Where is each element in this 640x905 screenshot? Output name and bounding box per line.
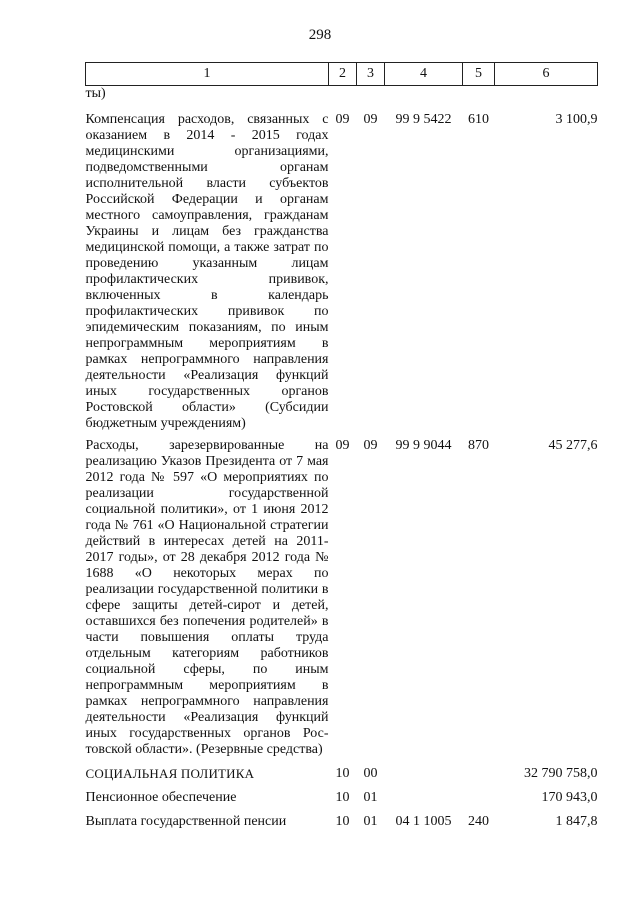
row-name: Выплата государственной пенсии	[85, 814, 287, 829]
row-subsection: 09	[363, 438, 378, 453]
row-expense-type	[463, 86, 495, 107]
row-subsection: 01	[363, 814, 378, 829]
table-row	[86, 106, 598, 432]
row-subsection: 00	[363, 766, 378, 781]
row-target-code: 99 9 9044	[395, 438, 452, 453]
row-subsection: 09	[363, 112, 378, 127]
row-amount	[495, 86, 598, 107]
row-section: 09	[335, 112, 350, 127]
row-amount: 170 943,0	[541, 790, 598, 805]
row-section: 10	[335, 814, 350, 829]
table-row	[86, 432, 598, 758]
budget-table	[85, 62, 598, 830]
column-header-3: 3	[357, 63, 385, 86]
column-header-1: 1	[86, 63, 329, 86]
table-header	[86, 63, 598, 86]
row-expense-type: 240	[468, 814, 489, 829]
row-target-code	[385, 758, 463, 782]
row-target-code: 99 9 5422	[395, 112, 452, 127]
row-amount: 45 277,6	[548, 438, 598, 453]
row-amount: 32 790 758,0	[524, 766, 598, 781]
row-name: ты)	[85, 86, 106, 101]
table-row	[86, 758, 598, 782]
row-expense-type: 610	[468, 112, 489, 127]
table-row	[86, 86, 598, 107]
column-header-6: 6	[495, 63, 598, 86]
row-target-code	[385, 782, 463, 806]
page-number: 298	[308, 27, 332, 43]
row-expense-type	[463, 758, 495, 782]
row-section: 10	[335, 790, 350, 805]
row-section: 09	[335, 438, 350, 453]
row-expense-type: 870	[468, 438, 489, 453]
row-target-code	[385, 86, 463, 107]
row-name: СОЦИАЛЬНАЯ ПОЛИТИКА	[85, 766, 255, 781]
row-name: Компенсация расходов, связанных с оказанием в 2014 - 2015 годах медицинскими организациями, подведомственными органам исполнительной власти субъектов Российской Федерации и органам местного самоуправления, гражданам Украины и лицам без гражданства медицинской помощи, а также затрат по проведению указанным лицам профилактических прививок, включенных в календарь профилактических прививок по эпидемическим показаниям, по иным непрограммным мероприятиям в рамках непрограммного направления деятельности «Реализация функций иных государственных органов Ростовской области» (Субсидии бюджетным учреждениям)	[85, 112, 329, 431]
column-header-4: 4	[385, 63, 463, 86]
table-row	[86, 806, 598, 830]
column-header-5: 5	[463, 63, 495, 86]
row-section: 10	[335, 766, 350, 781]
row-subsection	[357, 86, 385, 107]
table-row	[86, 782, 598, 806]
row-amount: 3 100,9	[555, 112, 598, 127]
column-header-2: 2	[329, 63, 357, 86]
row-subsection: 01	[363, 790, 378, 805]
row-target-code: 04 1 1005	[395, 814, 452, 829]
row-section	[329, 86, 357, 107]
row-name: Пенсионное обеспечение	[85, 790, 237, 805]
row-expense-type	[463, 782, 495, 806]
row-name: Расходы, зарезервированные на реализацию Указов Президента от 7 мая 2012 года № 597 «О мероприятиях по реализации государственной социальной политики», от 1 июня 2012 года № 761 «О Национальной стратегии действий в интересах детей на 2011-2017 годы», от 28 декабря 2012 года № 1688 «О некоторых мерах по реализации государственной политики в сфере защиты детей-сирот и детей, оставшихся без попечения родителей» в части повышения оплаты труда отдельным категориям работников социальной сферы, по иным непрограммным мероприятиям в рамках непрограммного направления деятельности «Реализация функций иных государственных органов Рос-товской области». (Резервные средства)	[85, 438, 329, 757]
row-amount: 1 847,8	[555, 814, 598, 829]
